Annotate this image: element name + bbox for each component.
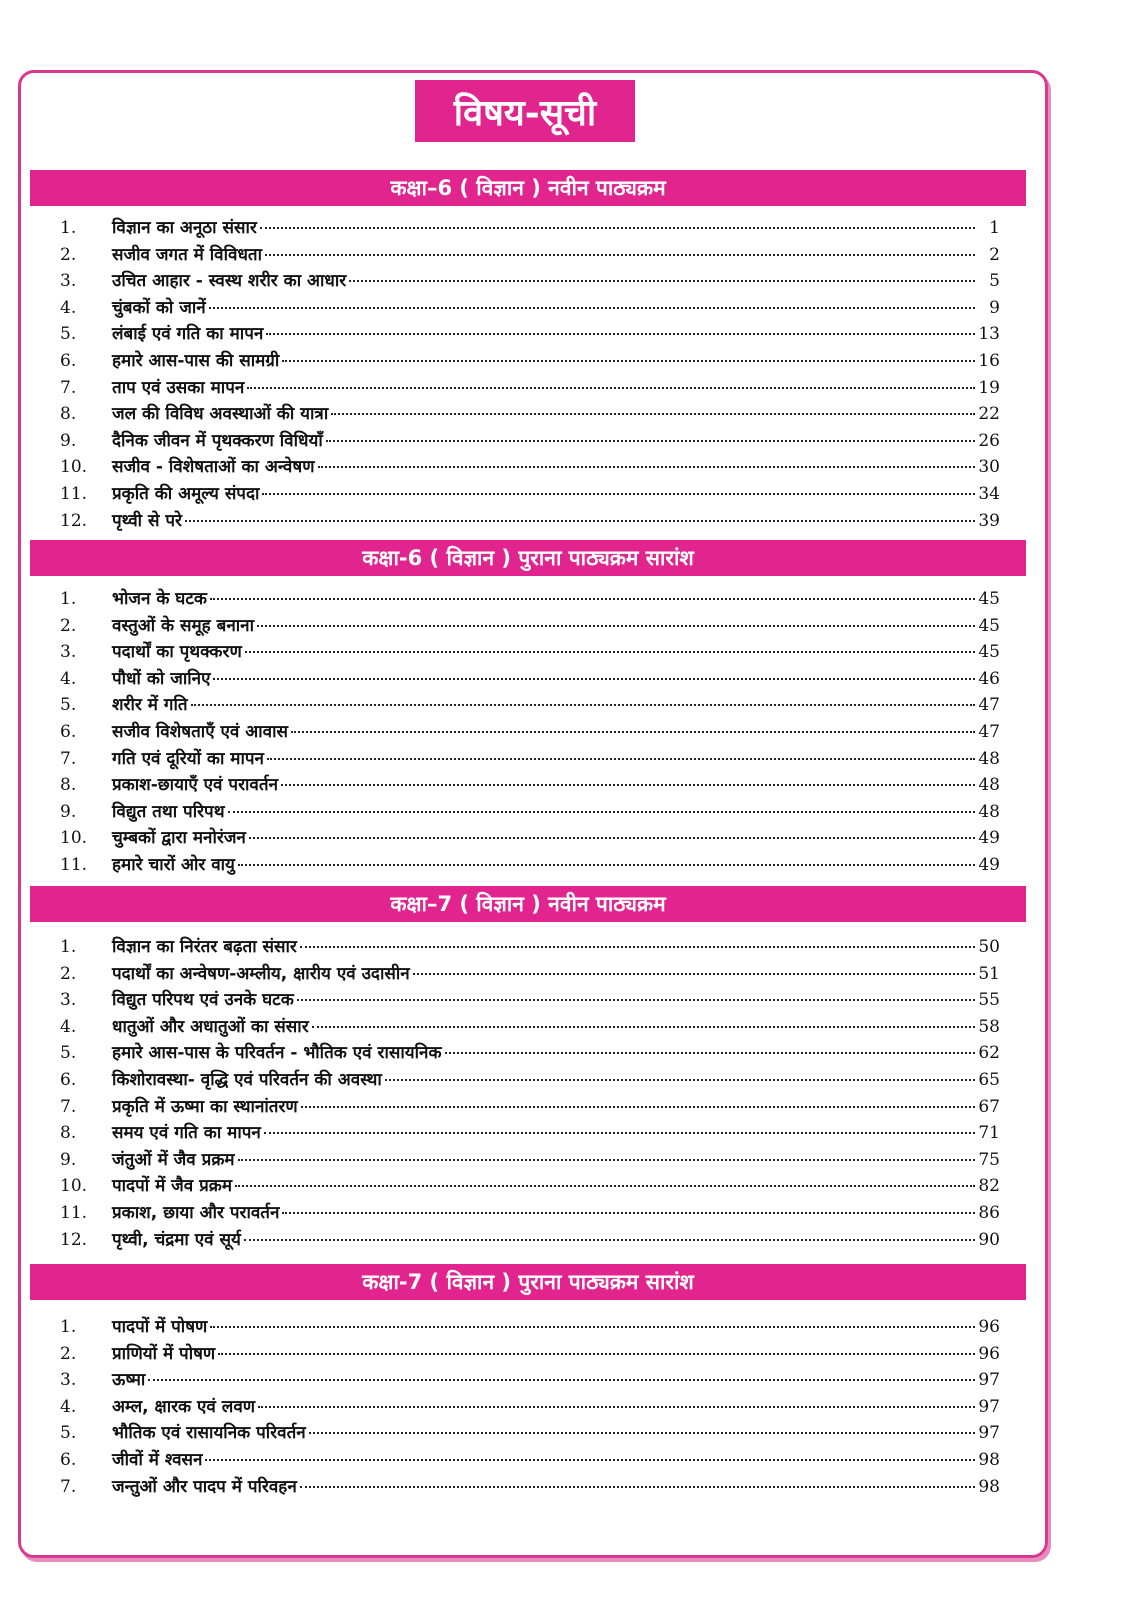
dot-leader bbox=[218, 1353, 975, 1355]
toc-entry-number: 11. bbox=[60, 854, 88, 875]
toc-entry-title: पादपों में जैव प्रक्रम bbox=[112, 1176, 233, 1197]
toc-entry[interactable] bbox=[60, 481, 1000, 508]
toc-entry-page: 97 bbox=[978, 1423, 1000, 1444]
toc-entry[interactable] bbox=[60, 586, 1000, 613]
section-heading-band bbox=[30, 1264, 1026, 1300]
toc-entry-page: 48 bbox=[978, 801, 1000, 822]
toc-entry[interactable] bbox=[60, 508, 1000, 535]
toc-entry[interactable] bbox=[60, 348, 1000, 375]
toc-entry-number: 6. bbox=[60, 721, 77, 742]
toc-entry[interactable] bbox=[60, 799, 1000, 826]
toc-entry[interactable] bbox=[60, 639, 1000, 666]
dot-leader bbox=[349, 280, 975, 282]
toc-entry[interactable] bbox=[60, 1227, 1000, 1254]
toc-entry-page: 47 bbox=[978, 695, 1000, 716]
section-heading: कक्षा-6 ( विज्ञान ) पुराना पाठ्यक्रम सारांश bbox=[362, 546, 694, 570]
toc-entry[interactable] bbox=[60, 1094, 1000, 1121]
toc-entry-title: समय एवं गति का मापन bbox=[112, 1123, 261, 1144]
toc-entry-title: विज्ञान का निरंतर बढ़ता संसार bbox=[112, 937, 297, 957]
toc-entry-page: 5 bbox=[989, 271, 1000, 292]
toc-entry-number: 7. bbox=[60, 1096, 77, 1117]
toc-entry-title: ताप एवं उसका मापन bbox=[112, 377, 245, 398]
toc-entry-page: 46 bbox=[978, 668, 1000, 689]
toc-entry-title: भोजन के घटक bbox=[112, 589, 207, 609]
toc-entry-title: लंबाई एवं गति का मापन bbox=[112, 324, 264, 345]
toc-entry-title: सजीव विशेषताएँ एवं आवास bbox=[112, 721, 289, 742]
toc-entry-page: 26 bbox=[978, 430, 1000, 451]
dot-leader bbox=[245, 651, 975, 653]
dot-leader bbox=[282, 1212, 975, 1214]
section-heading-band bbox=[30, 886, 1026, 922]
toc-entry[interactable] bbox=[60, 375, 1000, 402]
dot-leader bbox=[210, 598, 975, 600]
toc-entry[interactable] bbox=[60, 1040, 1000, 1067]
toc-entry-page: 62 bbox=[978, 1043, 1000, 1064]
dot-leader bbox=[205, 1459, 975, 1461]
toc-entry-number: 11. bbox=[60, 483, 88, 504]
dot-leader bbox=[309, 1432, 975, 1434]
toc-entry-number: 3. bbox=[60, 271, 77, 292]
dot-leader bbox=[281, 784, 975, 786]
toc-entry[interactable] bbox=[60, 1067, 1000, 1094]
dot-leader bbox=[258, 1406, 975, 1408]
dot-leader bbox=[210, 1326, 975, 1328]
toc-entry-title: उचित आहार - स्वस्थ शरीर का आधार bbox=[112, 271, 347, 292]
toc-entry-title: प्रकृति की अमूल्य संपदा bbox=[112, 483, 260, 504]
toc-entry-page: 58 bbox=[978, 1016, 1000, 1037]
dot-leader bbox=[318, 466, 976, 468]
dot-leader bbox=[264, 1132, 975, 1134]
toc-entry-number: 10. bbox=[60, 1176, 88, 1197]
toc-entry-title: दैनिक जीवन में पृथक्करण विधियाँ bbox=[112, 430, 323, 451]
section-heading-band bbox=[30, 170, 1026, 206]
page-title-box bbox=[415, 80, 635, 142]
toc-entry[interactable] bbox=[60, 746, 1000, 773]
dot-leader bbox=[148, 1379, 975, 1381]
toc-entry-page: 90 bbox=[978, 1229, 1000, 1250]
dot-leader bbox=[185, 520, 975, 522]
toc-entry[interactable] bbox=[60, 934, 1000, 961]
toc-entry-title: हमारे आस-पास की सामग्री bbox=[112, 350, 280, 371]
toc-entry-title: पादपों में पोषण bbox=[112, 1317, 208, 1337]
toc-entry-page: 75 bbox=[978, 1149, 1000, 1170]
toc-entry[interactable] bbox=[60, 1420, 1000, 1447]
toc-entry-page: 65 bbox=[978, 1069, 1000, 1090]
toc-entry[interactable] bbox=[60, 1314, 1000, 1341]
toc-entry-page: 96 bbox=[978, 1317, 1000, 1337]
dot-leader bbox=[238, 864, 975, 866]
toc-entry[interactable] bbox=[60, 454, 1000, 481]
toc-entry-page: 2 bbox=[989, 244, 1000, 265]
toc-entry-title: ऊष्मा bbox=[112, 1370, 146, 1391]
dot-leader bbox=[249, 837, 975, 839]
toc-entry-number: 12. bbox=[60, 1229, 88, 1250]
dot-leader bbox=[282, 360, 975, 362]
toc-entry-number: 1. bbox=[60, 218, 77, 238]
toc-entry-title: शरीर में गति bbox=[112, 695, 188, 716]
section-heading: कक्षा-7 ( विज्ञान ) पुराना पाठ्यक्रम सारांश bbox=[362, 1270, 694, 1294]
toc-entry-page: 47 bbox=[978, 721, 1000, 742]
toc-entry[interactable] bbox=[60, 666, 1000, 693]
toc-entry-title: जन्तुओं और पादप में परिवहन bbox=[112, 1476, 297, 1497]
toc-entry[interactable] bbox=[60, 1200, 1000, 1227]
toc-section-list bbox=[60, 215, 1000, 534]
toc-entry-page: 19 bbox=[978, 377, 1000, 398]
dot-leader bbox=[291, 731, 975, 733]
dot-leader bbox=[300, 946, 975, 948]
toc-entry-title: चुंबकों को जानें bbox=[112, 297, 206, 318]
section-heading: कक्षा–6 ( विज्ञान ) नवीन पाठ्यक्रम bbox=[390, 176, 666, 200]
toc-entry-number: 4. bbox=[60, 668, 77, 689]
toc-entry-page: 67 bbox=[978, 1096, 1000, 1117]
toc-entry-number: 8. bbox=[60, 775, 77, 796]
toc-entry-title: प्रकाश-छायाएँ एवं परावर्तन bbox=[112, 775, 279, 796]
toc-entry-number: 9. bbox=[60, 801, 77, 822]
toc-entry-title: जल की विविध अवस्थाओं की यात्रा bbox=[112, 404, 329, 425]
dot-leader bbox=[228, 811, 975, 813]
toc-entry[interactable] bbox=[60, 1394, 1000, 1421]
toc-entry-title: चुम्बकों द्वारा मनोरंजन bbox=[112, 828, 246, 849]
toc-entry-page: 45 bbox=[978, 615, 1000, 636]
dot-leader bbox=[262, 493, 975, 495]
toc-entry-number: 8. bbox=[60, 1123, 77, 1144]
toc-entry-number: 7. bbox=[60, 1476, 77, 1497]
toc-entry-number: 1. bbox=[60, 937, 77, 957]
dot-leader bbox=[300, 1486, 975, 1488]
toc-section-list bbox=[60, 934, 1000, 1253]
toc-entry-page: 50 bbox=[978, 937, 1000, 957]
toc-entry-number: 1. bbox=[60, 1317, 77, 1337]
toc-entry[interactable] bbox=[60, 719, 1000, 746]
dot-leader bbox=[265, 254, 975, 256]
toc-entry[interactable] bbox=[60, 825, 1000, 852]
toc-entry-number: 2. bbox=[60, 244, 77, 265]
toc-section-list bbox=[60, 1314, 1000, 1500]
toc-entry-page: 45 bbox=[978, 642, 1000, 663]
dot-leader bbox=[331, 413, 975, 415]
toc-entry-page: 45 bbox=[978, 589, 1000, 609]
toc-entry-title: वस्तुओं के समूह बनाना bbox=[112, 615, 255, 636]
dot-leader bbox=[413, 973, 975, 975]
toc-entry-title: हमारे आस-पास के परिवर्तन - भौतिक एवं रासायनिक bbox=[112, 1043, 442, 1064]
toc-entry-number: 4. bbox=[60, 1016, 77, 1037]
dot-leader bbox=[301, 1106, 975, 1108]
toc-entry-number: 10. bbox=[60, 828, 88, 849]
toc-entry-title: प्रकृति में ऊष्मा का स्थानांतरण bbox=[112, 1096, 298, 1117]
toc-entry-page: 86 bbox=[978, 1202, 1000, 1223]
dot-leader bbox=[297, 999, 975, 1001]
toc-entry-title: पदार्थों का पृथक्करण bbox=[112, 642, 242, 663]
toc-entry-number: 9. bbox=[60, 430, 77, 451]
toc-entry-page: 34 bbox=[978, 483, 1000, 504]
toc-entry-number: 6. bbox=[60, 1449, 77, 1470]
toc-entry[interactable] bbox=[60, 321, 1000, 348]
toc-entry-number: 8. bbox=[60, 404, 77, 425]
toc-entry-title: विद्युत परिपथ एवं उनके घटक bbox=[112, 990, 294, 1011]
dot-leader bbox=[257, 625, 975, 627]
toc-entry-title: धातुओं और अधातुओं का संसार bbox=[112, 1016, 309, 1037]
section-heading-band bbox=[30, 540, 1026, 576]
toc-entry-number: 9. bbox=[60, 1149, 77, 1170]
toc-entry-title: पृथ्वी से परे bbox=[112, 510, 183, 531]
toc-entry-number: 11. bbox=[60, 1202, 88, 1223]
dot-leader bbox=[267, 758, 975, 760]
toc-entry-title: जंतुओं में जैव प्रक्रम bbox=[112, 1149, 235, 1170]
toc-entry-number: 7. bbox=[60, 748, 77, 769]
toc-entry-page: 48 bbox=[978, 775, 1000, 796]
toc-entry-page: 96 bbox=[978, 1343, 1000, 1364]
toc-entry-number: 7. bbox=[60, 377, 77, 398]
toc-section-list bbox=[60, 586, 1000, 879]
toc-entry-page: 97 bbox=[978, 1370, 1000, 1391]
toc-entry-number: 6. bbox=[60, 350, 77, 371]
toc-entry-title: प्राणियों में पोषण bbox=[112, 1343, 216, 1364]
toc-entry-number: 5. bbox=[60, 1043, 77, 1064]
toc-entry[interactable] bbox=[60, 1341, 1000, 1368]
toc-entry-number: 5. bbox=[60, 695, 77, 716]
toc-entry-number: 1. bbox=[60, 589, 77, 609]
toc-entry-page: 1 bbox=[989, 218, 1000, 238]
toc-entry-title: पदार्थों का अन्वेषण-अम्लीय, क्षारीय एवं उदासीन bbox=[112, 963, 410, 984]
toc-entry[interactable] bbox=[60, 1120, 1000, 1147]
dot-leader bbox=[266, 333, 975, 335]
toc-entry-page: 16 bbox=[978, 350, 1000, 371]
toc-entry-number: 2. bbox=[60, 963, 77, 984]
toc-entry[interactable] bbox=[60, 1474, 1000, 1501]
toc-entry-number: 6. bbox=[60, 1069, 77, 1090]
toc-entry-number: 4. bbox=[60, 1396, 77, 1417]
toc-entry-number: 2. bbox=[60, 1343, 77, 1364]
toc-entry-title: विज्ञान का अनूठा संसार bbox=[112, 218, 257, 238]
dot-leader bbox=[244, 1239, 975, 1241]
toc-entry-title: विद्युत तथा परिपथ bbox=[112, 801, 225, 822]
toc-entry-number: 5. bbox=[60, 324, 77, 345]
toc-entry-page: 48 bbox=[978, 748, 1000, 769]
dot-leader bbox=[191, 704, 975, 706]
toc-entry[interactable] bbox=[60, 401, 1000, 428]
toc-entry-title: गति एवं दूरियों का मापन bbox=[112, 748, 264, 769]
page-title: विषय-सूची bbox=[453, 91, 597, 134]
toc-entry-number: 3. bbox=[60, 990, 77, 1011]
toc-entry[interactable] bbox=[60, 295, 1000, 322]
toc-entry[interactable] bbox=[60, 852, 1000, 879]
toc-entry-page: 13 bbox=[978, 324, 1000, 345]
toc-entry-number: 10. bbox=[60, 457, 88, 478]
dot-leader bbox=[209, 307, 975, 309]
toc-entry-number: 3. bbox=[60, 642, 77, 663]
dot-leader bbox=[247, 387, 975, 389]
toc-entry[interactable] bbox=[60, 987, 1000, 1014]
toc-entry-page: 49 bbox=[978, 828, 1000, 849]
toc-entry-number: 12. bbox=[60, 510, 88, 531]
toc-entry-number: 5. bbox=[60, 1423, 77, 1444]
toc-entry-page: 22 bbox=[978, 404, 1000, 425]
toc-entry-page: 39 bbox=[978, 510, 1000, 531]
toc-entry-page: 97 bbox=[978, 1396, 1000, 1417]
toc-entry[interactable] bbox=[60, 692, 1000, 719]
toc-entry-page: 49 bbox=[978, 854, 1000, 875]
section-heading: कक्षा–7 ( विज्ञान ) नवीन पाठ्यक्रम bbox=[390, 892, 666, 916]
toc-entry-title: अम्ल, क्षारक एवं लवण bbox=[112, 1396, 256, 1417]
dot-leader bbox=[213, 678, 975, 680]
dot-leader bbox=[238, 1159, 975, 1161]
toc-entry-title: पौधों को जानिए bbox=[112, 668, 211, 689]
toc-entry-title: प्रकाश, छाया और परावर्तन bbox=[112, 1202, 280, 1223]
toc-entry-title: पृथ्वी, चंद्रमा एवं सूर्य bbox=[112, 1229, 241, 1250]
toc-entry-page: 82 bbox=[978, 1176, 1000, 1197]
toc-entry-title: सजीव जगत में विविधता bbox=[112, 244, 263, 265]
dot-leader bbox=[260, 227, 975, 229]
toc-entry-number: 2. bbox=[60, 615, 77, 636]
toc-entry-page: 98 bbox=[978, 1476, 1000, 1497]
toc-entry[interactable] bbox=[60, 242, 1000, 269]
toc-entry-page: 98 bbox=[978, 1449, 1000, 1470]
dot-leader bbox=[445, 1052, 975, 1054]
dot-leader bbox=[385, 1079, 975, 1081]
dot-leader bbox=[312, 1026, 975, 1028]
toc-entry[interactable] bbox=[60, 613, 1000, 640]
toc-entry-title: हमारे चारों ओर वायु bbox=[112, 854, 235, 875]
toc-entry-title: सजीव - विशेषताओं का अन्वेषण bbox=[112, 457, 315, 478]
dot-leader bbox=[326, 440, 975, 442]
dot-leader bbox=[235, 1185, 975, 1187]
toc-entry-page: 30 bbox=[978, 457, 1000, 478]
toc-entry-number: 4. bbox=[60, 297, 77, 318]
toc-entry-title: जीवों में श्वसन bbox=[112, 1449, 203, 1470]
toc-entry-page: 9 bbox=[989, 297, 1000, 318]
toc-entry-title: किशोरावस्था- वृद्धि एवं परिवर्तन की अवस्था bbox=[112, 1069, 382, 1090]
toc-entry-title: भौतिक एवं रासायनिक परिवर्तन bbox=[112, 1423, 306, 1444]
toc-entry-page: 51 bbox=[978, 963, 1000, 984]
toc-entry[interactable] bbox=[60, 428, 1000, 455]
toc-entry[interactable] bbox=[60, 1367, 1000, 1394]
toc-entry[interactable] bbox=[60, 268, 1000, 295]
toc-entry[interactable] bbox=[60, 215, 1000, 242]
toc-entry[interactable] bbox=[60, 772, 1000, 799]
toc-entry[interactable] bbox=[60, 961, 1000, 988]
toc-entry-page: 55 bbox=[978, 990, 1000, 1011]
toc-entry-number: 3. bbox=[60, 1370, 77, 1391]
toc-entry-page: 71 bbox=[978, 1123, 1000, 1144]
toc-entry[interactable] bbox=[60, 1014, 1000, 1041]
toc-entry[interactable] bbox=[60, 1447, 1000, 1474]
toc-entry[interactable] bbox=[60, 1147, 1000, 1174]
toc-entry[interactable] bbox=[60, 1173, 1000, 1200]
